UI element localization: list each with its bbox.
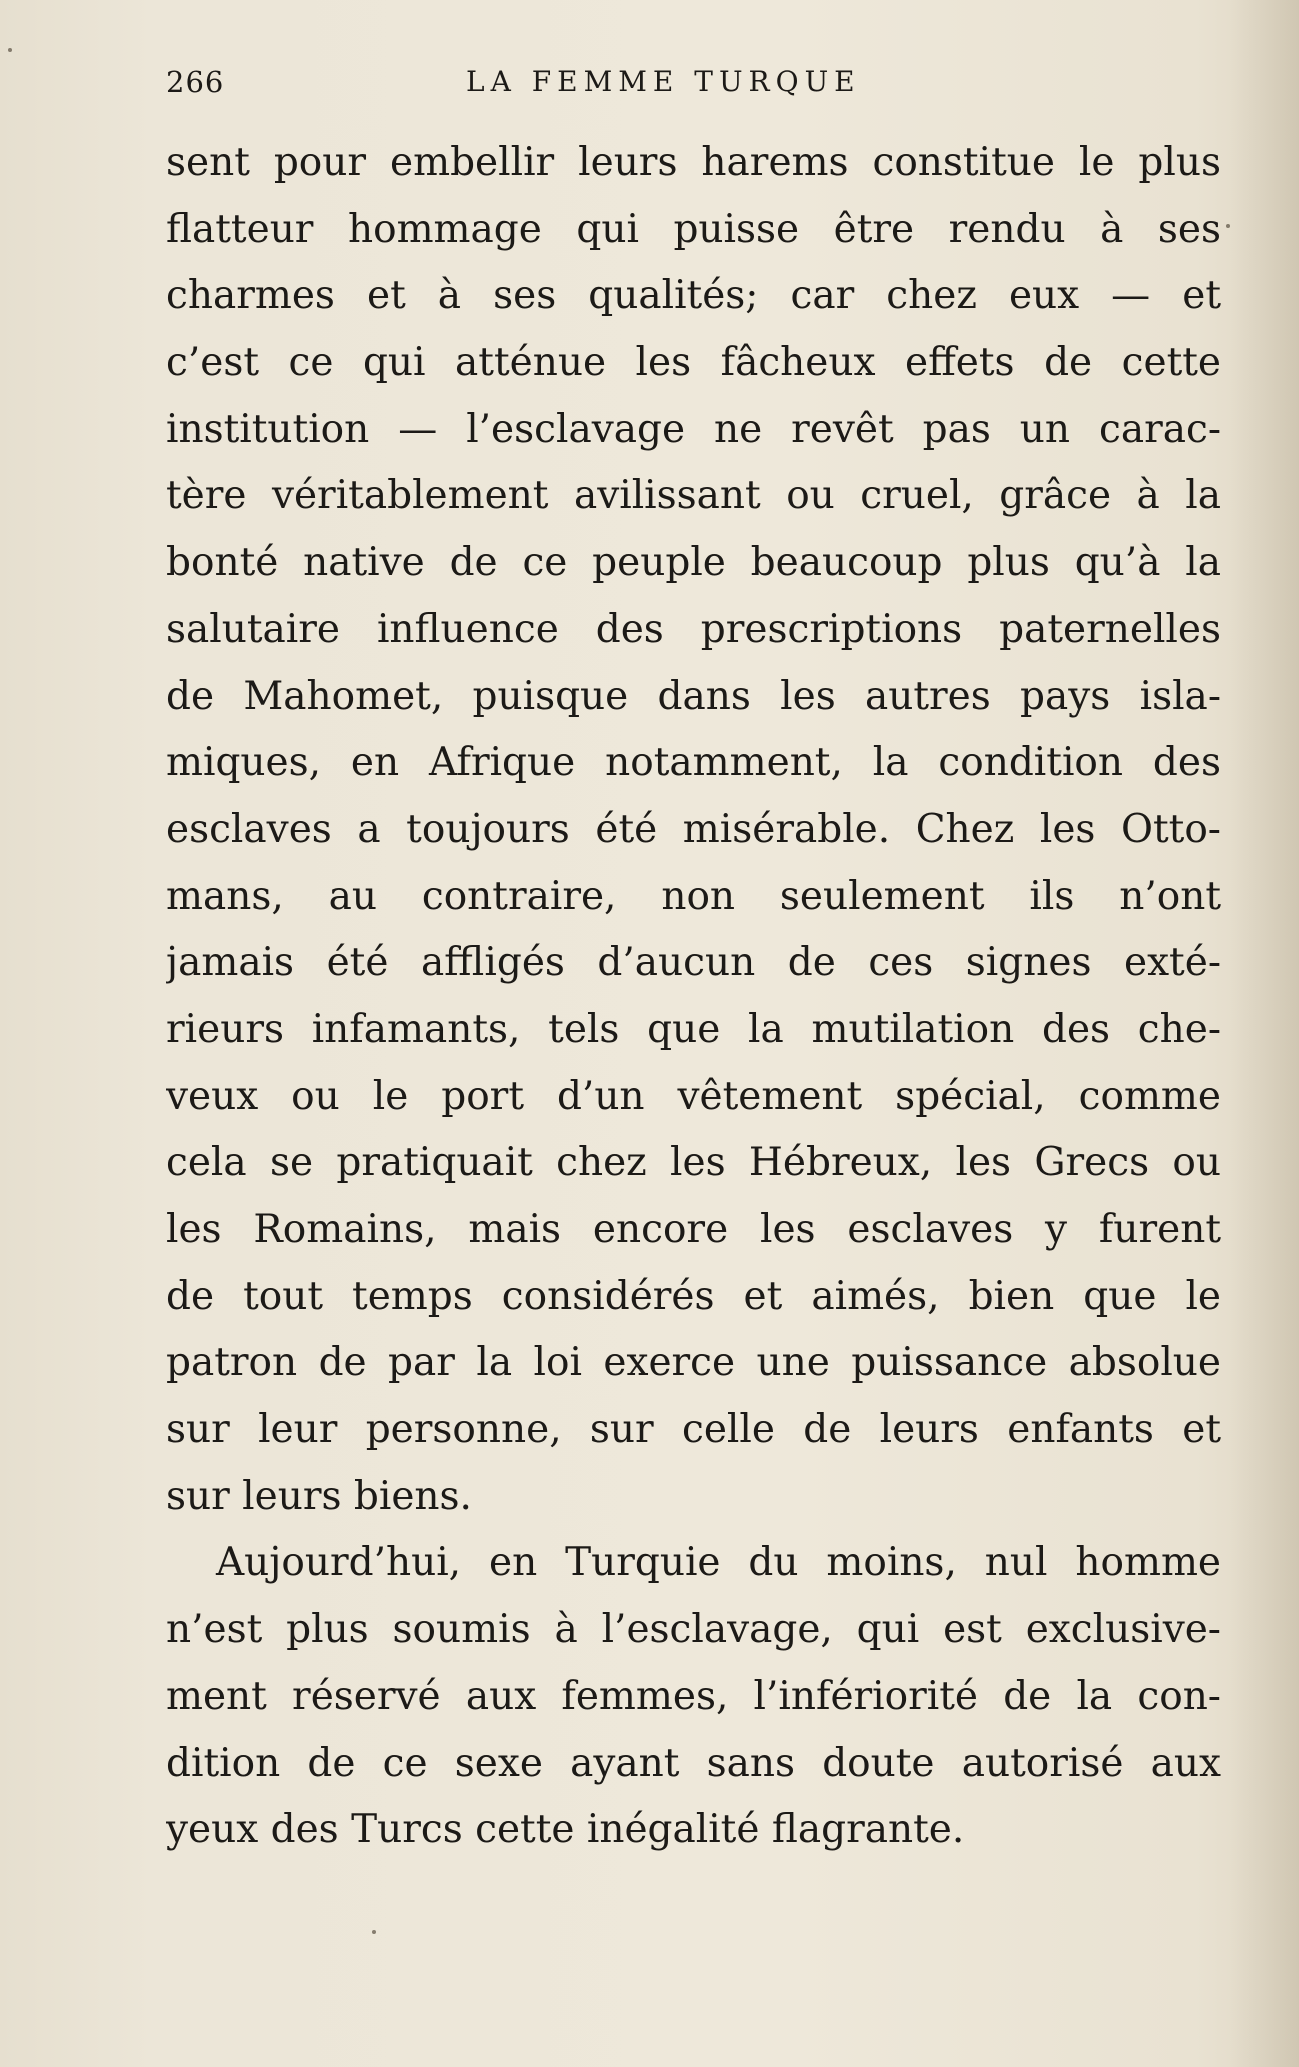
text-line: sent pour embellir leurs harems constitue le plus: [166, 140, 1221, 185]
text-line: veux ou le port d’un vêtement spécial, comme: [166, 1073, 1221, 1119]
text-line: miques, en Afrique notamment, la condition des: [166, 740, 1221, 786]
text-line: salutaire influence des prescriptions paternelles: [166, 606, 1221, 652]
paper-speck: [8, 48, 12, 52]
paper-speck: [372, 1930, 376, 1934]
paragraph-end-line: yeux des Turcs cette inégalité flagrante.: [166, 1807, 965, 1853]
text-line: institution — l’esclavage ne revêt pas un carac-: [166, 406, 1221, 452]
text-line: rieurs infamants, tels que la mutilation des che-: [166, 1006, 1221, 1052]
text-line: c’est ce qui atténue les fâcheux effets de cette: [166, 340, 1221, 386]
text-line: bonté native de ce peuple beaucoup plus qu’à la: [166, 540, 1221, 586]
text-line: charmes et à ses qualités; car chez eux — et: [166, 273, 1221, 319]
text-line: dition de ce sexe ayant sans doute autorisé aux: [166, 1740, 1221, 1786]
text-line: les Romains, mais encore les esclaves y furent: [166, 1207, 1221, 1252]
paragraph-end-line: sur leurs biens.: [166, 1473, 472, 1519]
body-text: [166, 130, 1221, 1864]
running-header: [166, 60, 1216, 104]
text-line: de tout temps considérés et aimés, bien que le: [166, 1273, 1221, 1319]
text-line: ment réservé aux femmes, l’infériorité de la con-: [166, 1673, 1221, 1719]
text-line: n’est plus soumis à l’esclavage, qui est exclusive-: [166, 1607, 1221, 1653]
text-line: mans, au contraire, non seulement ils n’ont: [166, 873, 1221, 919]
text-line: esclaves a toujours été misérable. Chez les Otto-: [166, 806, 1221, 852]
text-line: flatteur hommage qui puisse être rendu à ses: [166, 206, 1221, 252]
paragraph-start-line: Aujourd’hui, en Turquie du moins, nul homme: [216, 1540, 1221, 1586]
page-number: 266: [166, 65, 225, 99]
running-title: LA FEMME TURQUE: [466, 65, 861, 98]
text-line: jamais été affligés d’aucun de ces signes exté-: [166, 940, 1221, 986]
text-line: cela se pratiquait chez les Hébreux, les Grecs ou: [166, 1140, 1221, 1186]
text-line: de Mahomet, puisque dans les autres pays isla-: [166, 673, 1221, 719]
text-line: sur leur personne, sur celle de leurs enfants et: [166, 1407, 1221, 1453]
paper-speck: [1226, 224, 1230, 228]
text-line: patron de par la loi exerce une puissance absolue: [166, 1340, 1221, 1386]
text-line: tère véritablement avilissant ou cruel, grâce à la: [166, 473, 1221, 519]
